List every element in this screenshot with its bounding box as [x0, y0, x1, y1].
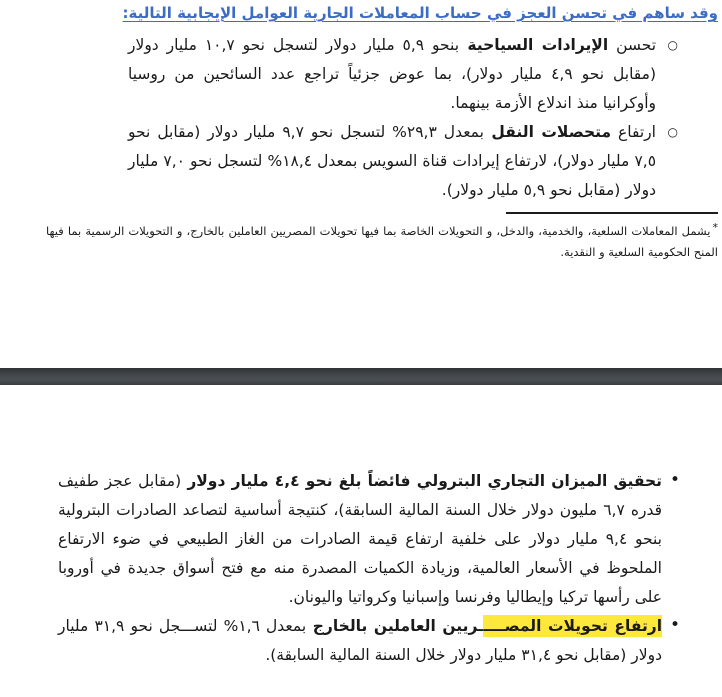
footnote-separator: [506, 212, 718, 214]
text-segment: (مقابل عجز طفيف قدره ٦,٧ مليون دولار خلال السنة المالية السابقة)، كنتيجة أساسية لتصاعد الصادرات البترولية بنحو ٩,٤ مليار دولار على خلفية ارتفاع قيمة الصادرات من الغاز الطبيعي في ضوء الارتفاع الملحوظ في الأسعار العالمية، وزيادة الكميات المصدرة منه مع فتح أسواق جديدة في أوروبا على رأسها تركيا وإيطاليا وفرنسا وإسبانيا وكرواتيا واليونان.: [58, 472, 662, 606]
list-item-text: [58, 615, 662, 664]
list-item: [0, 118, 722, 205]
list-item: [0, 467, 722, 612]
list-item-text: [58, 472, 662, 606]
list-item-text: [128, 36, 656, 112]
text-segment: تحسن: [608, 36, 657, 54]
positive-factors-list: [0, 31, 722, 205]
text-segment: بنحو ٥,٩ مليار دولار لتسجل نحو ١٠,٧ مليار دولار (مقابل نحو ٤,٩ مليار دولار)، بما عوض جزئياً تراجع عدد السائحين من روسيا وأوكرانيا منذ اندلاع الأزمة بينهما.: [128, 36, 656, 112]
disc-bullet-icon: •: [669, 615, 680, 635]
text-segment: بمعدل ٢٩,٣% لتسجل نحو ٩,٧ مليار دولار (مقابل نحو ٧,٥ مليار دولار)، لارتفاع إيرادات قناة السويس بمعدل ١٨,٤% لتسجل نحو ٧,٠ مليار دولار (مقابل نحو ٥,٩ مليار دولار).: [128, 123, 657, 199]
bold-text: ـريين العاملين بالخارج: [306, 617, 484, 635]
text-segment: بمعدل ١,٦% لتســـجل نحو ٣١,٩ مليار دولار (مقابل نحو ٣١,٤ مليار دولار خلال السنة المالية السابقة).: [58, 617, 662, 664]
bold-text: تحقيق الميزان التجاري البترولي فائضاً بلغ نحو ٤,٤ مليار دولار: [181, 472, 662, 490]
bold-text: متحصلات النقل: [483, 123, 612, 141]
list-item: [0, 31, 722, 118]
text-segment: ارتفاع: [611, 123, 656, 141]
footnote-asterisk: *: [712, 221, 718, 234]
section-heading: وقد ساهم في تحسن العجز في حساب المعاملات الجارية العوامل الإيجابية التالية:: [122, 4, 718, 22]
second-page-list: [0, 467, 722, 670]
bold-text: الإيرادات السياحية: [459, 36, 609, 54]
list-item: [0, 612, 722, 670]
page-separator-bar: [0, 368, 722, 385]
highlighted-text: ارتفاع تحويلات المصــــ: [483, 617, 663, 635]
circle-bullet-icon: ○: [667, 38, 678, 52]
disc-bullet-icon: •: [669, 470, 680, 490]
footnote-text: يشمل المعاملات السلعية، والخدمية، والدخل، و التحويلات الخاصة بما فيها تحويلات المصريين العاملين بالخارج، و التحويلات الرسمية بما فيها المنح الحكومية السلعية و النقدية.: [46, 224, 718, 259]
list-item-text: [128, 123, 656, 199]
circle-bullet-icon: ○: [667, 125, 678, 139]
footnote: [46, 217, 718, 263]
